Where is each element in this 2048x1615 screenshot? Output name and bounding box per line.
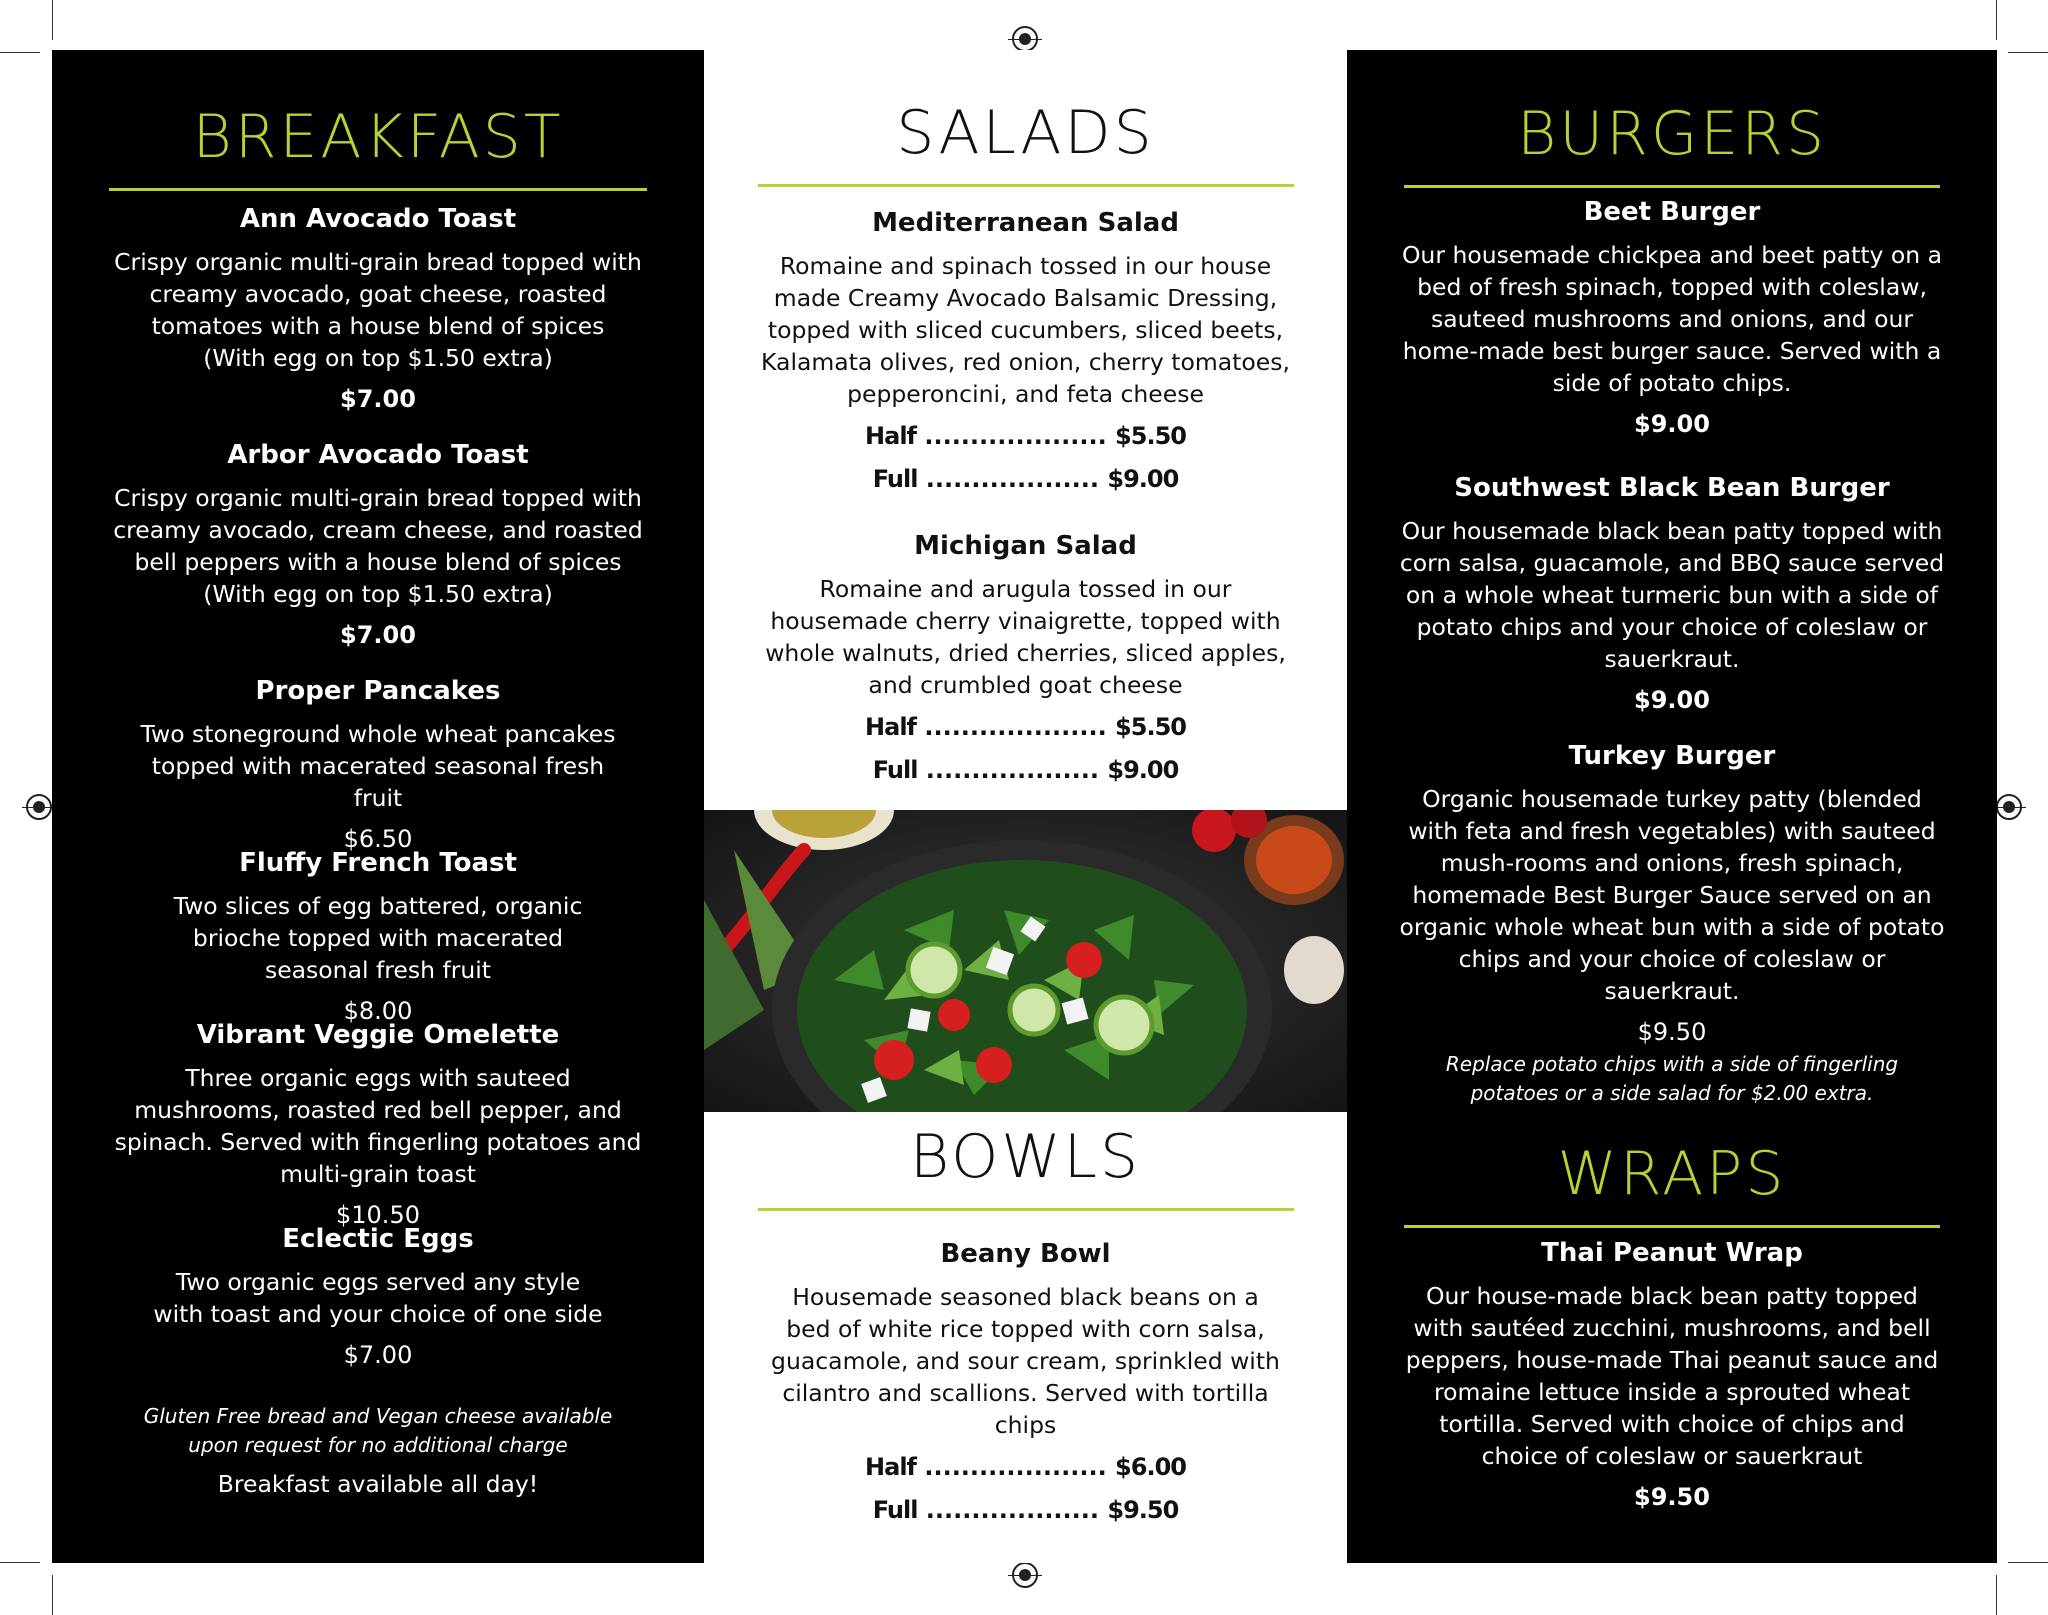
menu-item <box>52 1223 704 1370</box>
item-name: Beany Bowl <box>940 1239 1111 1269</box>
item-description: Crispy organic multi-grain bread topped with creamy avocado, goat cheese, roasted tomatoes with a house blend of spices <box>114 248 642 340</box>
item-price: $9.50 <box>1634 1483 1710 1511</box>
bowls-title: BOWLS <box>909 1122 1142 1192</box>
menu-item <box>704 530 1347 786</box>
burgers-wraps-panel <box>1347 50 1997 1563</box>
full-price: $9.00 <box>1107 756 1179 784</box>
item-name: Beet Burger <box>1583 197 1761 227</box>
breakfast-note: Gluten Free bread and Vegan cheese available upon request for no additional charge <box>143 1404 613 1457</box>
item-price: $9.50 <box>1637 1018 1707 1046</box>
item-extra: (With egg on top $1.50 extra) <box>203 580 553 608</box>
crop-mark <box>2008 52 2048 53</box>
menu-item <box>52 203 704 414</box>
half-price-row: Half .................... $5.50 <box>865 422 1186 450</box>
burgers-rule <box>1404 185 1940 188</box>
crop-mark <box>2008 1562 2048 1563</box>
salads-bowls-panel <box>704 50 1347 1563</box>
item-name: Fluffy French Toast <box>239 848 517 878</box>
breakfast-footer: Breakfast available all day! <box>217 1470 539 1498</box>
breakfast-rule <box>109 188 647 191</box>
item-name: Vibrant Veggie Omelette <box>196 1020 560 1050</box>
menu-item <box>1347 196 1997 439</box>
menu-item <box>1347 1237 1997 1512</box>
crop-mark <box>0 52 40 53</box>
salad-illustration <box>704 810 1347 1112</box>
menu-item <box>52 1019 704 1230</box>
breakfast-panel <box>52 50 704 1563</box>
item-name: Michigan Salad <box>914 531 1137 561</box>
item-price: $10.50 <box>336 1201 420 1229</box>
item-description: Two slices of egg battered, organic brioche topped with macerated seasonal fresh fruit <box>173 892 583 984</box>
item-description: Romaine and spinach tossed in our house made Creamy Avocado Balsamic Dressing, topped with sliced cucumbers, sliced beets, Kalamata olives, red onion, cherry tomatoes, pepperoncini, and feta cheese <box>761 252 1290 408</box>
menu-item <box>52 439 704 650</box>
registration-mark-icon <box>1012 1562 1038 1588</box>
burgers-note: Replace potato chips with a side of fingerling potatoes or a side salad for $2.00 extra. <box>1445 1052 1899 1105</box>
registration-mark-icon <box>1996 794 2022 820</box>
wraps-rule <box>1404 1225 1940 1228</box>
bowls-rule <box>758 1208 1294 1211</box>
item-description: Organic housemade turkey patty (blended with feta and fresh vegetables) with sauteed mush-rooms and onions, fresh spinach, homemade Best Burger Sauce served on an organic whole wheat bun with a side of potato chips and your choice of coleslaw or sauerkraut. <box>1399 785 1945 1005</box>
menu-item <box>1347 472 1997 715</box>
item-name: Ann Avocado Toast <box>239 204 517 234</box>
item-name: Proper Pancakes <box>255 676 501 706</box>
full-price: $9.00 <box>1107 465 1179 493</box>
half-label: Half <box>865 713 916 741</box>
salads-rule <box>758 184 1294 187</box>
full-price-row: Full ................... $9.00 <box>872 756 1179 784</box>
registration-mark-icon <box>26 794 52 820</box>
half-label: Half <box>865 422 916 450</box>
menu-item <box>52 675 704 854</box>
full-price: $9.50 <box>1107 1496 1179 1524</box>
full-price-row: Full ................... $9.00 <box>872 465 1179 493</box>
item-price: $8.00 <box>343 997 413 1025</box>
item-description: Crispy organic multi-grain bread topped with creamy avocado, cream cheese, and roasted bell peppers with a house blend of spices <box>113 484 643 576</box>
half-price: $5.50 <box>1115 713 1186 741</box>
crop-mark <box>0 1562 40 1563</box>
crop-mark <box>52 1575 53 1615</box>
breakfast-title: BREAKFAST <box>192 102 564 172</box>
half-price: $5.50 <box>1115 422 1186 450</box>
registration-mark-icon <box>1012 26 1038 52</box>
item-price: $6.50 <box>343 825 413 853</box>
item-description: Our housemade black bean patty topped with corn salsa, guacamole, and BBQ sauce served on a whole wheat turmeric bun with a side of potato chips and your choice of coleslaw or sauerkraut. <box>1399 517 1945 673</box>
wraps-title: WRAPS <box>1557 1139 1787 1209</box>
full-label: Full <box>872 465 918 493</box>
item-description: Romaine and arugula tossed in our housemade cherry vinaigrette, topped with whole walnuts, dried cherries, sliced apples, and crumbled goat cheese <box>765 575 1286 699</box>
item-price: $9.00 <box>1634 410 1710 438</box>
item-name: Arbor Avocado Toast <box>227 440 529 470</box>
full-price-row: Full ................... $9.50 <box>872 1496 1179 1524</box>
menu-item <box>1347 740 1997 1047</box>
item-price: $7.00 <box>340 621 416 649</box>
salads-title: SALADS <box>896 98 1155 168</box>
salad-photo <box>704 810 1347 1112</box>
full-label: Full <box>872 1496 918 1524</box>
item-name: Southwest Black Bean Burger <box>1454 473 1890 503</box>
menu-item <box>704 1238 1347 1526</box>
crop-mark <box>52 0 53 40</box>
item-description: Our housemade chickpea and beet patty on a bed of fresh spinach, topped with coleslaw, sauteed mushrooms and onions, and our home-made best burger sauce. Served with a side of potato chips. <box>1401 241 1943 397</box>
half-price-row: Half .................... $6.00 <box>865 1453 1186 1481</box>
item-description: Two stoneground whole wheat pancakes topped with macerated seasonal fresh fruit <box>140 720 616 812</box>
item-price: $9.00 <box>1634 686 1710 714</box>
item-price: $7.00 <box>343 1341 413 1369</box>
item-description: Three organic eggs with sauteed mushrooms, roasted red bell pepper, and spinach. Served with fingerling potatoes and multi-grain toast <box>114 1064 642 1188</box>
full-label: Full <box>872 756 918 784</box>
menu-item <box>52 847 704 1026</box>
half-label: Half <box>865 1453 916 1481</box>
burgers-title: BURGERS <box>1516 99 1828 169</box>
crop-mark <box>1996 0 1997 40</box>
item-description: Two organic eggs served any style with toast and your choice of one side <box>153 1268 603 1328</box>
item-extra: (With egg on top $1.50 extra) <box>203 344 553 372</box>
item-description: Our house-made black bean patty topped with sautéed zucchini, mushrooms, and bell peppers, house-made Thai peanut sauce and romaine lettuce inside a sprouted wheat tortilla. Served with choice of chips and choice of coleslaw or sauerkraut <box>1405 1282 1939 1470</box>
item-price: $7.00 <box>340 385 416 413</box>
item-name: Turkey Burger <box>1568 741 1776 771</box>
half-price-row: Half .................... $5.50 <box>865 713 1186 741</box>
item-name: Mediterranean Salad <box>872 208 1179 238</box>
half-price: $6.00 <box>1115 1453 1186 1481</box>
item-description: Housemade seasoned black beans on a bed of white rice topped with corn salsa, guacamole, and sour cream, sprinkled with cilantro and scallions. Served with tortilla chips <box>771 1283 1280 1439</box>
item-name: Eclectic Eggs <box>282 1224 474 1254</box>
crop-mark <box>1996 1575 1997 1615</box>
menu-item <box>704 207 1347 495</box>
item-name: Thai Peanut Wrap <box>1541 1238 1803 1268</box>
